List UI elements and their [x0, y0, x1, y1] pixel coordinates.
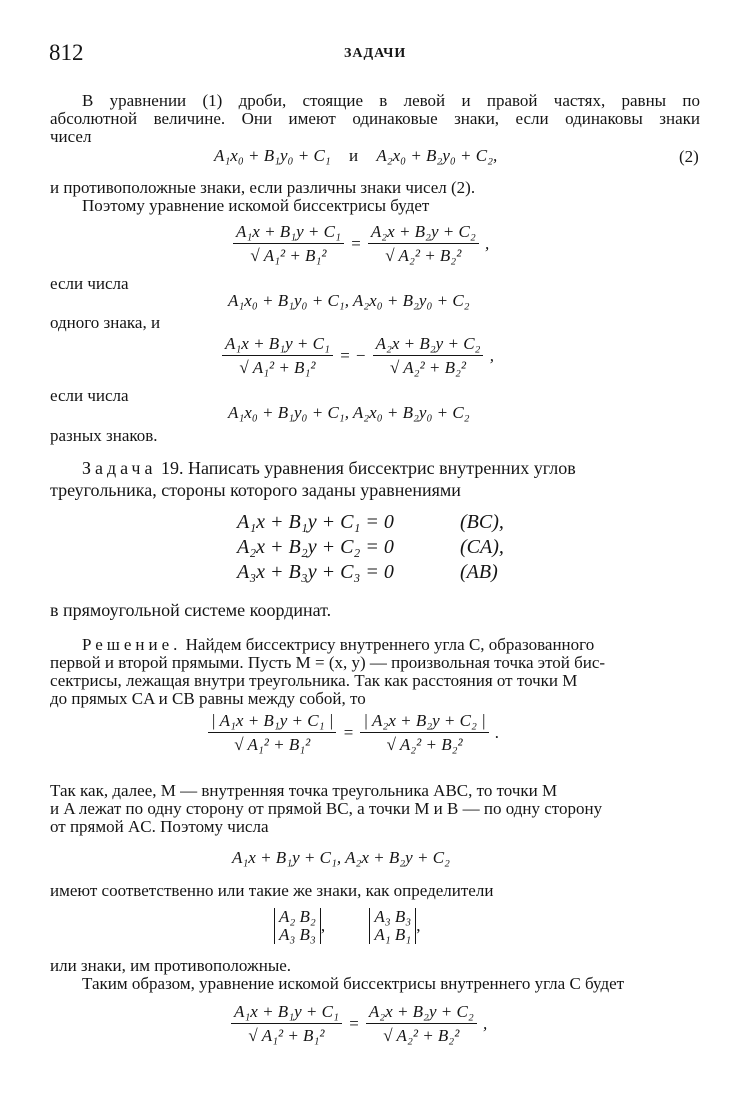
distance-equality: $\frac{\text{| A₁x + B₁y + C₁ |}}{\text{√ A₁² + B₁²}}$ = $\frac{\text{| A₂x + B₂y + C₂ |}}{\text{√ A₂² + B₂²}}$ . — [208, 711, 501, 755]
equation-2: A₁x₀ + B₁y₀ + C₁ и A₂x₀ + B₂y₀ + C₂, — [214, 146, 498, 165]
paragraph-line: если числа — [50, 386, 129, 405]
solution-line: Таким образом, уравнение искомой биссектрисы внутреннего угла C будет — [82, 974, 625, 993]
bisector-equation-minus: $\frac{\text{A₁x + B₁y + C₁}}{\text{√ A₁² + B₁²}}$ = − $\frac{\text{A₂x + B₂y + C₂}}{\text{√ A₂² + B₂²}}$ , — [222, 334, 496, 378]
system-tag: (CA), — [460, 536, 504, 558]
paragraph-line: Поэтому уравнение искомой биссектрисы будет — [82, 196, 430, 215]
numbers-line: A₁x₀ + B₁y₀ + C₁, A₂x₀ + B₂y₀ + C₂ — [228, 403, 470, 422]
system-equation: A₂x + B₂y + C₂ = 0 — [237, 536, 394, 558]
solution-line: до прямых CA и CB равны между собой, то — [50, 689, 366, 708]
numbers-line: A₁x₀ + B₁y₀ + C₁, A₂x₀ + B₂y₀ + C₂ — [228, 291, 470, 310]
solution-line: имеют соответственно или такие же знаки, как определители — [50, 881, 494, 900]
solution-line: от прямой AC. Поэтому числа — [50, 817, 269, 836]
solution-line: Так как, далее, M — внутренняя точка треугольника ABC, то точки M — [50, 781, 558, 800]
system-equation: A₃x + B₃y + C₃ = 0 — [237, 561, 394, 583]
final-bisector-equation: $\frac{\text{A₁x + B₁y + C₁}}{\text{√ A₁² + B₁²}}$ = $\frac{\text{A₂x + B₂y + C₂}}{\text{√ A₂² + B₂²}}$ , — [231, 1002, 489, 1046]
solution-line: Решение. Найдем биссектрису внутреннего угла C, образованного — [82, 635, 595, 654]
problem-heading: Задача 19. Написать уравнения биссектрис внутренних углов — [82, 458, 576, 478]
paragraph-line: чисел — [50, 127, 92, 146]
determinants: A₂ B₂ A₃ B₃ , A₃ B₃ A₁ B₁ , — [274, 908, 420, 944]
equation-number: (2) — [679, 147, 699, 166]
solution-line: и A лежат по одну сторону от прямой BC, а точки M и B — по одну сторону — [50, 799, 603, 818]
page-number: 812 — [49, 40, 84, 65]
determinant: A₃ B₃ A₁ B₁ — [369, 908, 416, 944]
system-tag: (BC), — [460, 511, 504, 533]
numbers-line: A₁x + B₁y + C₁, A₂x + B₂y + C₂ — [232, 848, 450, 867]
paragraph-line: и противоположные знаки, если различны знаки чисел (2). — [50, 178, 476, 197]
paragraph-line: абсолютной величине. Они имеют одинаковые знаки, если одинаковы знаки — [50, 109, 700, 128]
problem-text: треугольника, стороны которого заданы уравнениями — [50, 480, 461, 500]
paragraph-line: одного знака, и — [50, 313, 161, 332]
solution-line: сектрисы, лежащая внутри треугольника. Так как расстояния от точки M — [50, 671, 578, 690]
paragraph-line: если числа — [50, 274, 129, 293]
paragraph-line: В уравнении (1) дроби, стоящие в левой и правой частях, равны по — [82, 91, 700, 110]
paragraph-line: разных знаков. — [50, 426, 158, 445]
system-tag: (AB) — [460, 561, 498, 583]
problem-text: в прямоугольной системе координат. — [50, 600, 332, 620]
solution-line: первой и второй прямыми. Пусть M = (x, y) — произвольная точка этой бис- — [50, 653, 606, 672]
solution-line: или знаки, им противоположные. — [50, 956, 292, 975]
system-equation: A₁x + B₁y + C₁ = 0 — [237, 511, 394, 533]
running-title: ЗАДАЧИ — [344, 46, 407, 61]
determinant: A₂ B₂ A₃ B₃ — [274, 908, 321, 944]
bisector-equation-plus: $\frac{\text{A₁x + B₁y + C₁}}{\text{√ A₁² + B₁²}}$ = $\frac{\text{A₂x + B₂y + C₂}}{\text{√ A₂² + B₂²}}$ , — [233, 222, 491, 266]
